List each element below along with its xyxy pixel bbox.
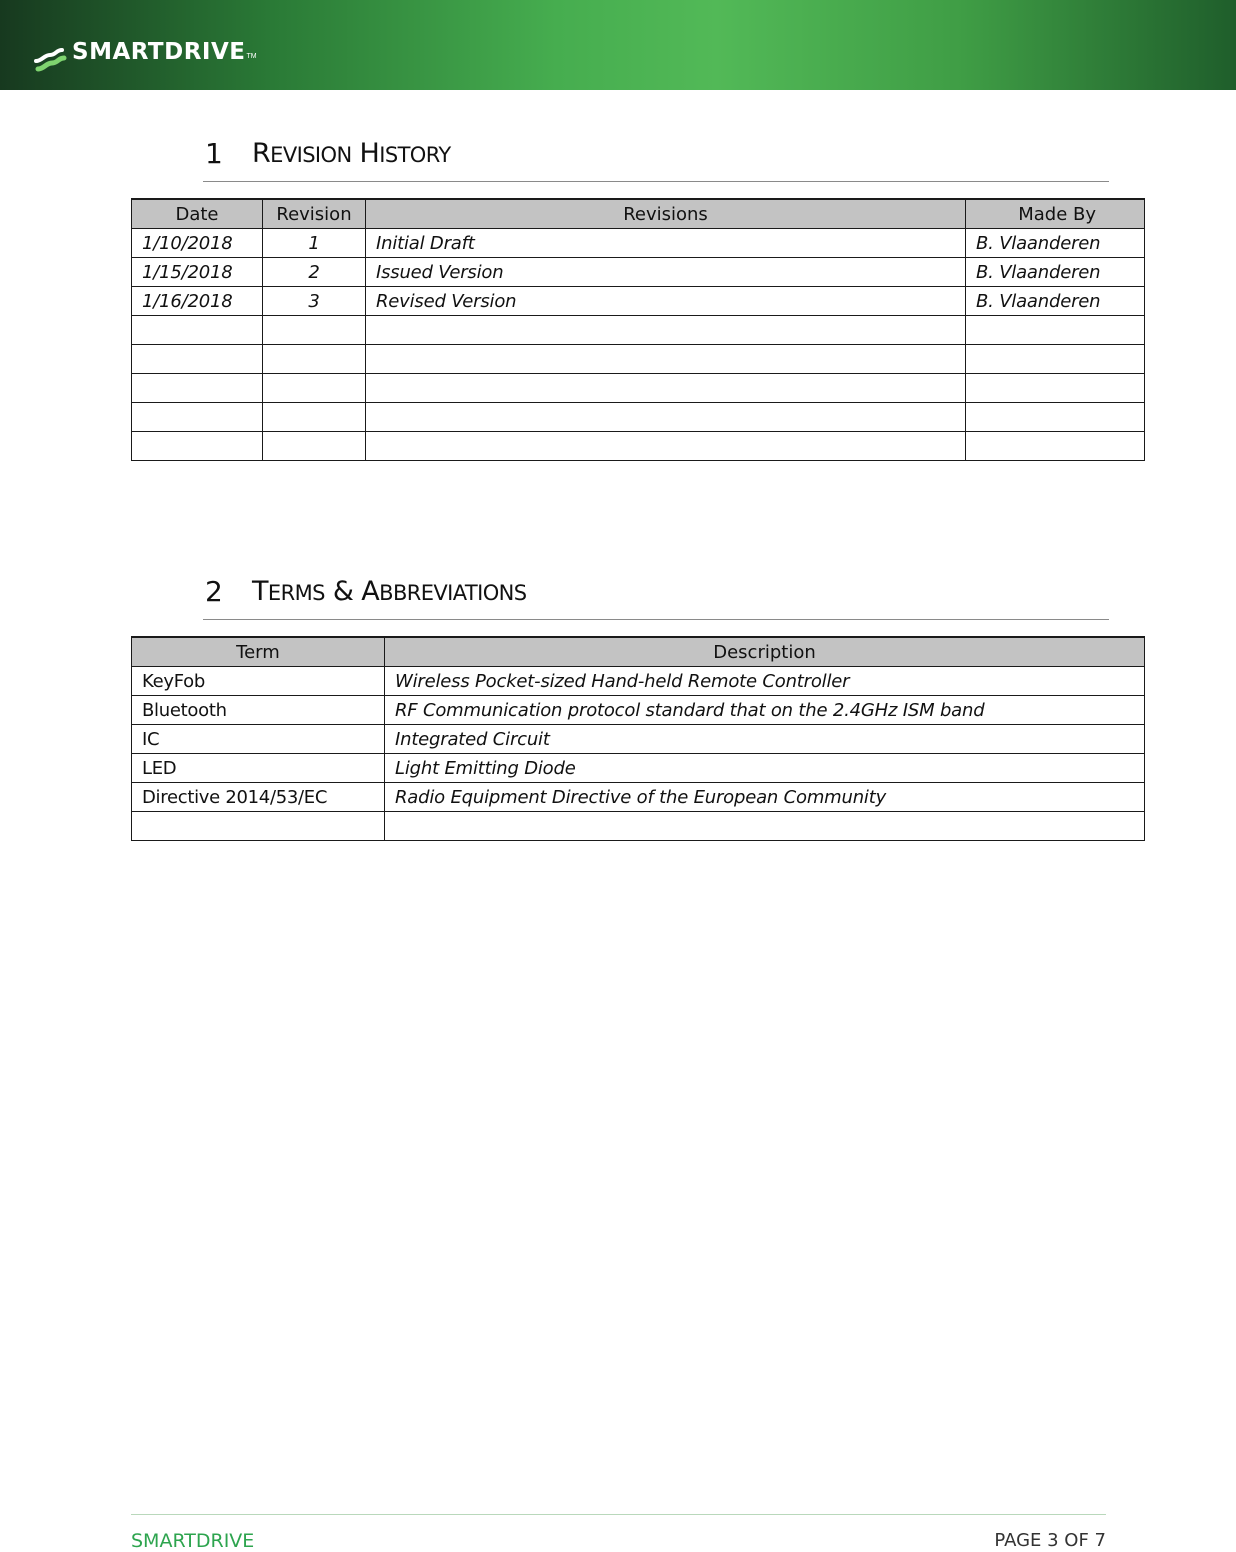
table-row <box>132 783 1145 812</box>
section-title: TERMS & ABBREVIATIONS <box>252 576 527 607</box>
header-banner <box>0 0 1236 90</box>
column-header-term: Term <box>132 637 385 667</box>
section-title: REVISION HISTORY <box>252 138 451 169</box>
cell-revisions <box>366 316 966 345</box>
footer-company: SMARTDRIVE <box>131 1530 255 1552</box>
column-header-revisions: Revisions <box>366 199 966 229</box>
table-row <box>132 696 1145 725</box>
cell-description <box>385 812 1145 841</box>
cell-revision <box>263 345 366 374</box>
cell-made-by <box>966 374 1145 403</box>
cell-revisions <box>366 432 966 461</box>
table-row <box>132 812 1145 841</box>
cell-revisions <box>366 374 966 403</box>
cell-made-by <box>966 345 1145 374</box>
section-number: 2 <box>205 575 223 608</box>
cell-date <box>132 403 263 432</box>
cell-revisions: Revised Version <box>366 287 966 316</box>
section-number: 1 <box>205 137 223 170</box>
cell-term: KeyFob <box>132 667 385 696</box>
column-header-revision: Revision <box>263 199 366 229</box>
cell-revisions <box>366 403 966 432</box>
cell-date: 1/10/2018 <box>132 229 263 258</box>
cell-made-by <box>966 403 1145 432</box>
cell-term: IC <box>132 725 385 754</box>
table-row <box>132 667 1145 696</box>
table-row <box>132 374 1145 403</box>
table-row <box>132 725 1145 754</box>
cell-date <box>132 374 263 403</box>
table-header-row <box>132 637 1145 667</box>
cell-term: LED <box>132 754 385 783</box>
cell-description: Integrated Circuit <box>385 725 1145 754</box>
table-row <box>132 258 1145 287</box>
cell-made-by: B. Vlaanderen <box>966 258 1145 287</box>
table-row <box>132 287 1145 316</box>
column-header-description: Description <box>385 637 1145 667</box>
cell-date: 1/16/2018 <box>132 287 263 316</box>
cell-term <box>132 812 385 841</box>
cell-revisions: Issued Version <box>366 258 966 287</box>
footer-page-number: PAGE 3 OF 7 <box>994 1530 1106 1551</box>
brand-logo <box>34 38 257 74</box>
section-heading-revision-history <box>203 137 1109 182</box>
cell-revision <box>263 316 366 345</box>
table-header-row <box>132 199 1145 229</box>
cell-date <box>132 432 263 461</box>
cell-revision: 1 <box>263 229 366 258</box>
cell-description: Wireless Pocket-sized Hand-held Remote Controller <box>385 667 1145 696</box>
cell-made-by <box>966 316 1145 345</box>
cell-revisions: Initial Draft <box>366 229 966 258</box>
table-row <box>132 345 1145 374</box>
cell-revision: 2 <box>263 258 366 287</box>
table-row <box>132 229 1145 258</box>
section-heading-terms-abbreviations <box>203 575 1109 620</box>
cell-made-by: B. Vlaanderen <box>966 287 1145 316</box>
smartdrive-road-icon <box>34 39 70 73</box>
cell-revision <box>263 374 366 403</box>
cell-revisions <box>366 345 966 374</box>
table-row <box>132 754 1145 783</box>
column-header-date: Date <box>132 199 263 229</box>
table-row <box>132 316 1145 345</box>
footer-divider <box>131 1514 1106 1515</box>
cell-date <box>132 316 263 345</box>
cell-term: Directive 2014/53/EC <box>132 783 385 812</box>
table-row <box>132 403 1145 432</box>
cell-revision <box>263 403 366 432</box>
terms-abbreviations-table <box>131 636 1145 841</box>
cell-revision <box>263 432 366 461</box>
cell-revision: 3 <box>263 287 366 316</box>
revision-history-table <box>131 198 1145 461</box>
brand-name: SMARTDRIVE <box>72 39 246 65</box>
table-row <box>132 432 1145 461</box>
cell-date: 1/15/2018 <box>132 258 263 287</box>
cell-date <box>132 345 263 374</box>
cell-description: Light Emitting Diode <box>385 754 1145 783</box>
trademark-mark: TM <box>246 52 257 60</box>
cell-term: Bluetooth <box>132 696 385 725</box>
cell-made-by <box>966 432 1145 461</box>
column-header-made-by: Made By <box>966 199 1145 229</box>
cell-made-by: B. Vlaanderen <box>966 229 1145 258</box>
cell-description: RF Communication protocol standard that on the 2.4GHz ISM band <box>385 696 1145 725</box>
cell-description: Radio Equipment Directive of the European Community <box>385 783 1145 812</box>
